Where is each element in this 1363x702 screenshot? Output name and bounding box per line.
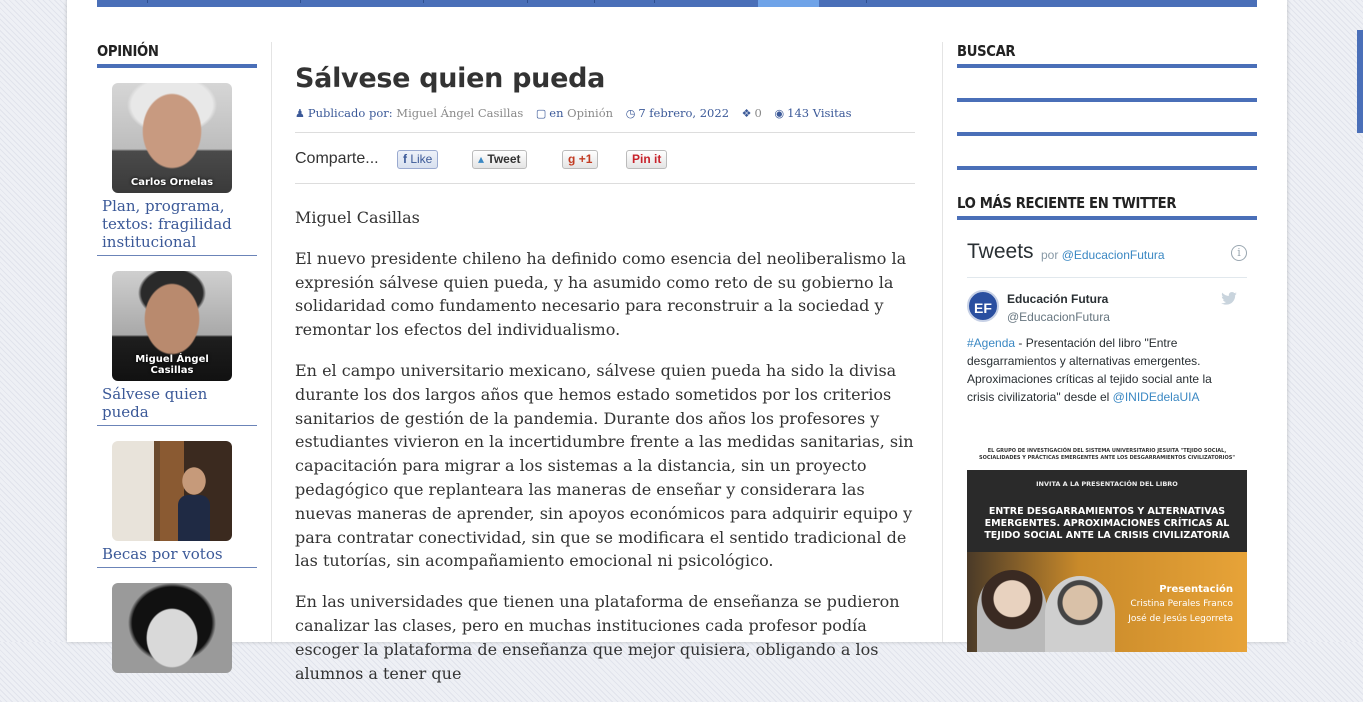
nav-separator [866, 0, 867, 3]
hashtag-link[interactable]: #Agenda [967, 336, 1016, 350]
poster-presenters [1128, 582, 1233, 627]
author-photo[interactable] [112, 583, 232, 673]
opinion-link[interactable]: Plan, programa, textos: fragilidad institucional [102, 197, 232, 251]
opinion-widget-title: OPINIÓN [97, 42, 159, 60]
google-plus-icon: g [568, 152, 576, 166]
author-photo[interactable] [112, 441, 232, 541]
pinterest-label: Pin it [632, 152, 662, 166]
author-photo-caption: Miguel Ángel Casillas [135, 354, 209, 376]
timeline-header [967, 240, 1247, 278]
google-plus-label: +1 [578, 152, 593, 166]
google-plus-button[interactable] [562, 150, 598, 169]
nav-separator [527, 0, 528, 3]
timeline-by [1041, 248, 1165, 262]
widget-divider [957, 98, 1257, 102]
poster-header: EL GRUPO DE INVESTIGACIÓN DEL SISTEMA UNIVERSITARIO JESUITA "TEJIDO SOCIAL, SOCIALIDADES Y PRÁCTICAS EMERGENTES ANTE LOS DESGARRAMIENTOS CIVILIZATORIOS" [967, 442, 1247, 470]
opinion-link[interactable]: Sálvese quien pueda [102, 385, 208, 421]
top-navigation-bar[interactable] [97, 0, 1257, 7]
widget-title-underline [957, 216, 1257, 220]
widget-divider [957, 166, 1257, 170]
share-bar [295, 132, 915, 184]
opinion-link[interactable]: Becas por votos [102, 545, 223, 563]
published-by-label: Publicado por: [307, 106, 393, 120]
article-paragraph: El nuevo presidente chileno ha definido como esencia del neoliberalismo la expresión sálvese quien pueda, y ha asumido como reto de su gobierno la solidaridad como fundamento necesario para reconstruir a la sociedad y remontar los efectos del individualismo. [295, 248, 907, 340]
share-label: Comparte... [295, 150, 379, 167]
nav-item-active[interactable] [758, 0, 819, 7]
article-body [295, 206, 915, 685]
person-suit [178, 495, 210, 541]
article-main [295, 62, 915, 702]
twitter-timeline [957, 240, 1257, 660]
right-sidebar [957, 40, 1257, 660]
presenter-photo [1045, 576, 1115, 652]
user-icon: ♟ [295, 107, 305, 120]
twitter-widget-title: LO MÁS RECIENTE EN TWITTER [957, 194, 1177, 212]
author-photo[interactable] [112, 271, 232, 381]
twitter-icon: ▴ [478, 152, 485, 166]
post-title: Sálvese quien pueda [295, 63, 606, 94]
nav-separator [147, 0, 148, 3]
comments-icon: ❖ [741, 107, 752, 120]
author-photo-caption: Carlos Ornelas [130, 177, 214, 188]
twitter-bird-icon[interactable] [1221, 292, 1237, 305]
author-link[interactable]: Miguel Ángel Casillas [396, 106, 524, 120]
presenter-name: Cristina Perales Franco [1130, 599, 1233, 609]
category-link[interactable]: Opinión [567, 106, 614, 120]
tweet-button[interactable] [472, 150, 527, 169]
tweet-author-handle[interactable]: @EducacionFutura [1007, 310, 1110, 324]
opinion-item [97, 68, 257, 256]
nav-separator [654, 0, 655, 3]
facebook-like-label: Like [410, 152, 433, 166]
presenter-name: José de Jesús Legorreta [1128, 614, 1233, 624]
avatar[interactable]: EF [967, 290, 999, 322]
tweet-label: Tweet [487, 152, 521, 166]
comment-count[interactable]: 0 [754, 106, 762, 120]
eye-icon: ◉ [774, 107, 785, 120]
nav-separator [594, 0, 595, 3]
column-divider [271, 42, 272, 642]
presentation-label: Presentación [1159, 584, 1233, 595]
timeline-handle-link[interactable]: @EducacionFutura [1061, 248, 1165, 262]
mention-link[interactable]: @INIDEdelaUIA [1112, 390, 1200, 404]
nav-separator [423, 0, 424, 3]
scrollbar-thumb[interactable] [1357, 30, 1363, 133]
facebook-like-button[interactable] [397, 150, 438, 169]
article-byline: Miguel Casillas [295, 208, 420, 227]
opinion-sidebar [97, 40, 257, 677]
post-date: 7 febrero, 2022 [638, 106, 730, 120]
tweet-body: - Presentación del libro "Entre desgarramientos y alternativas emergentes. Aproximaciones críticas al tejido social ante la crisis civilizatoria" desde el [967, 336, 1212, 404]
search-widget-title: BUSCAR [957, 42, 1016, 60]
timeline-by-label: por [1041, 248, 1059, 262]
tweet-image[interactable] [967, 442, 1247, 652]
visit-count: 143 Visitas [787, 106, 852, 120]
folder-icon: ▢ [535, 107, 547, 120]
pinterest-button[interactable] [626, 150, 667, 169]
page-container [67, 0, 1287, 683]
article-paragraph: En el campo universitario mexicano, sálvese quien pueda ha sido la divisa durante los dos largos años que hemos estado sometidos por los criterios sanitarios de gestión de la pandemia. Durante dos años los profesores y estudiantes vivieron en la incertidumbre frente a las medidas sanitarias, sin capacitación para migrar a los sistemas a la distancia, sin un proyecto pedagógico que replanteara las maneras de enseñar y considerara las nuevas maneras de aprender, sin apoyos económicos para adquirir equipo y para contratar conectividad, sin que se modificara el sentido tradicional de las tutorías, sin acompañamiento emocional ni psicológico. [295, 360, 914, 571]
facebook-icon: f [403, 152, 407, 166]
opinion-item [97, 568, 257, 677]
column-divider [942, 42, 943, 642]
widget-title-underline [957, 64, 1257, 68]
nav-separator [300, 0, 301, 3]
presenter-photo [977, 570, 1047, 652]
tweet-text [967, 334, 1227, 406]
post-meta [295, 106, 915, 122]
tweet-author-name[interactable]: Educación Futura [1007, 292, 1109, 306]
poster-book-title: ENTRE DESGARRAMIENTOS Y ALTERNATIVAS EMERGENTES. APROXIMACIONES CRÍTICAS AL TEJIDO SOCIAL ANTE LA CRISIS CIVILIZATORIA [984, 506, 1230, 541]
timeline-heading: Tweets [967, 240, 1034, 263]
opinion-item [97, 426, 257, 568]
opinion-item [97, 256, 257, 426]
poster-invite: INVITA A LA PRESENTACIÓN DEL LIBRO [1036, 480, 1178, 488]
article-paragraph: En las universidades que tienen una plataforma de enseñanza se pudieron canalizar las clases, pero en muchas instituciones cada profesor podía escoger la plataforma de enseñanza que mejor quisiera, obligando a los alumnos a tener que [295, 592, 900, 683]
in-label: en [549, 106, 564, 120]
tweet-author[interactable] [967, 290, 1247, 334]
widget-divider [957, 132, 1257, 136]
author-photo[interactable] [112, 83, 232, 193]
clock-icon: ◷ [625, 107, 636, 120]
info-icon[interactable]: i [1231, 245, 1247, 261]
